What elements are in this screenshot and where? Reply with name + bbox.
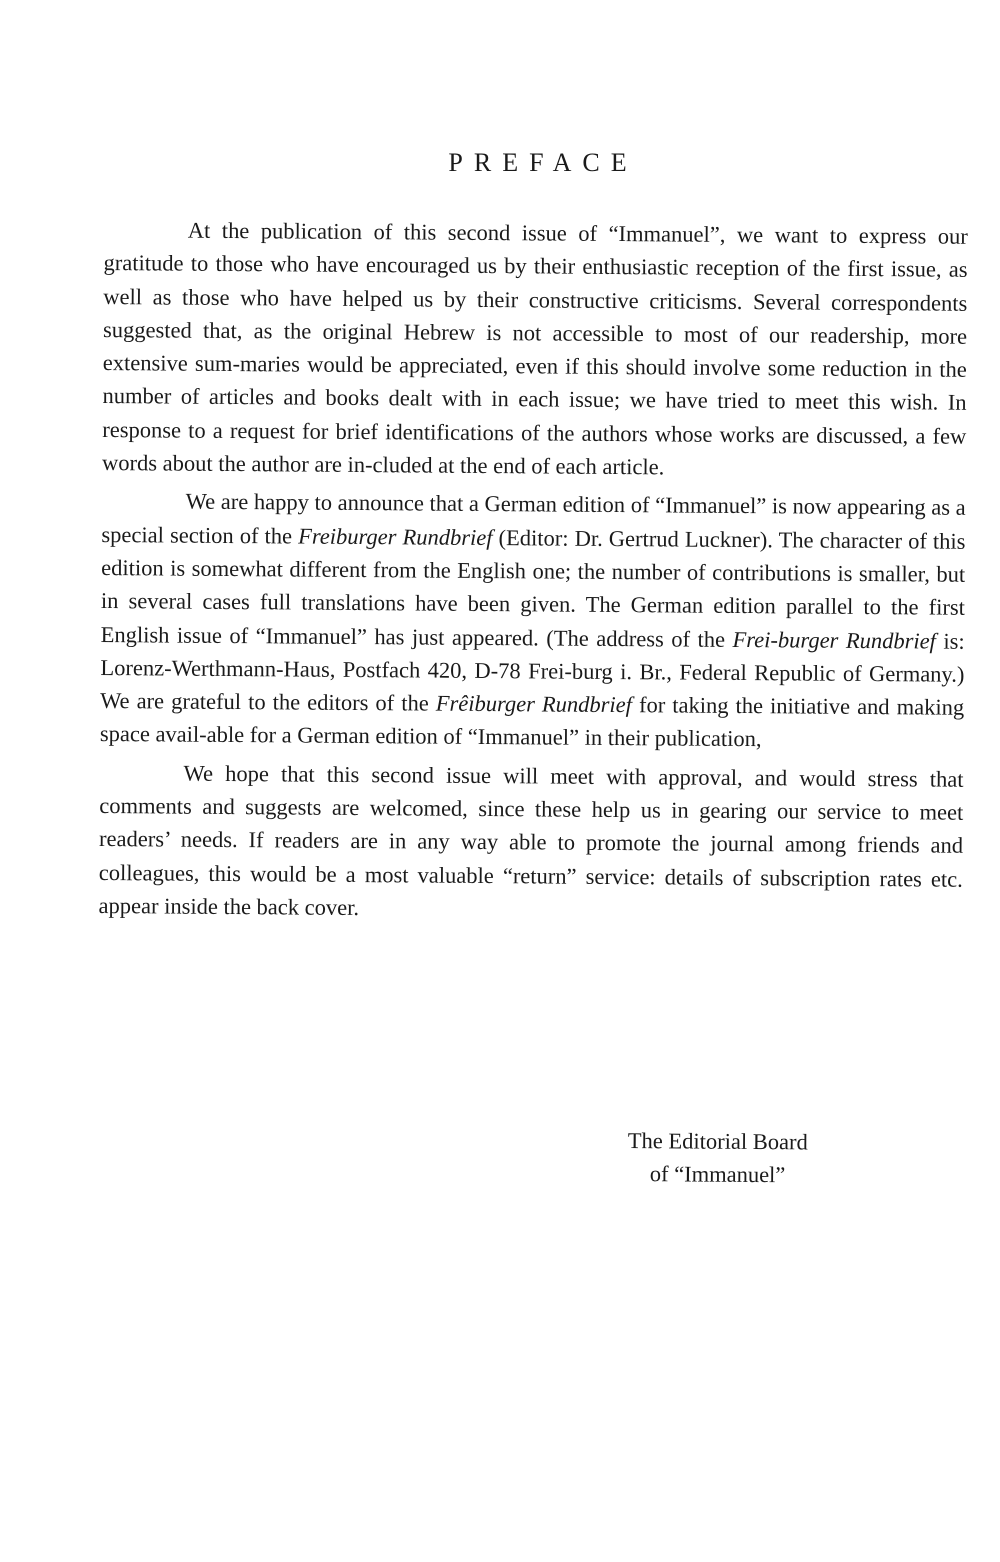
paragraph-1 (102, 213, 968, 486)
signature-line-1: The Editorial Board (627, 1127, 808, 1155)
signature-line-2: of “Immanuel” (649, 1161, 786, 1188)
paragraph-3 (98, 756, 963, 929)
paragraph-text: for taking the initiative and making space avail-able for a German edition of “Immanuel” in their publication, (99, 692, 965, 752)
paragraph-text: is: Lorenz-Werthmann-Haus, Postfach 420, D-78 Frei-burg i. Br., Federal Republic of Germany.) We are grateful to the editors of the (100, 628, 965, 716)
signature-block (627, 1124, 807, 1191)
journal-title: Freiburger Rundbrief (298, 523, 493, 550)
paragraph-text: At the publication of this second issue of “Immanuel”, we want to express our gratitude to those who have encouraged us by their enthusiastic reception of the first issue, as well as those who have helped us by their constructive criticisms. Several correspondents suggested that, as the original Hebrew is not accessible to most of our readership, more extensive sum-maries would be appreciated, even if this should involve some reduction in the number of articles and books dealt with in each issue; we have tried to meet this wish. In response to a request for brief identifications of the authors whose works are discussed, a few words about the author are in-cluded at the end of each article. (101, 217, 968, 480)
paragraph-text: We hope that this second issue will meet with approval, and would stress that comments and suggests are welcomed, since these help us in gearing our service to meet readers’ needs. If readers are in any way able to promote the journal among friends and colleagues, this would be a most valuable “return” service: details of subscription rates etc. appear inside the back cover. (98, 760, 964, 920)
preface-body (98, 213, 968, 929)
journal-title: Frêiburger Rundbrief (435, 690, 633, 718)
paragraph-2 (100, 484, 966, 757)
paragraph-text: (Editor: Dr. Gertrud Luckner). The character of this edition is somewhat different from the English one; the number of contributions is smaller, but in several cases full translations have been given. The German edition parallel to the first English issue of “Immanuel” has just appeared. (The address of the (100, 524, 966, 652)
paragraph-text: We are happy to announce that a German edition of “Immanuel” is now appearing as a special section of the (101, 489, 966, 549)
journal-title: Frei-burger Rundbrief (732, 626, 936, 654)
page-title: PREFACE (448, 148, 638, 177)
